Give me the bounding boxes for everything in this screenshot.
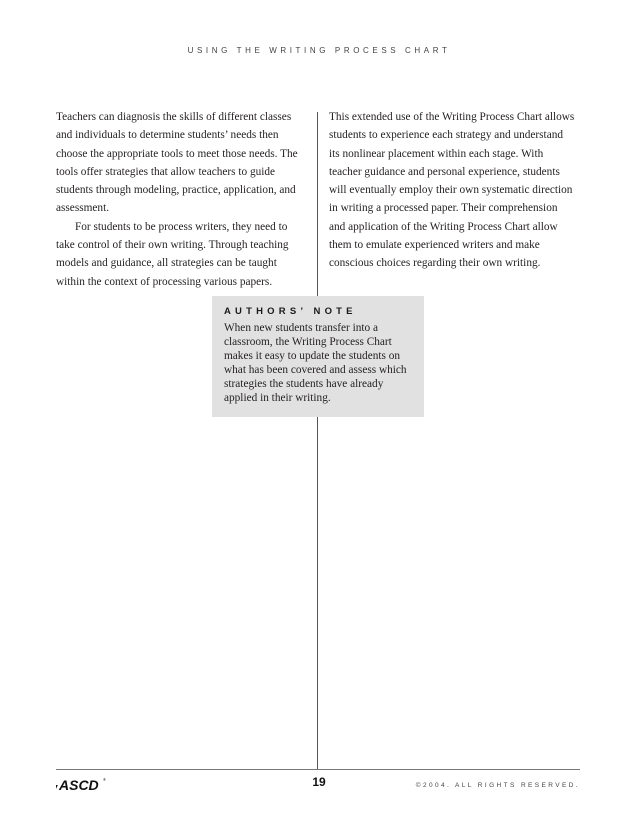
page-number: 19 — [312, 775, 326, 789]
running-head: USING THE WRITING PROCESS CHART — [187, 46, 451, 55]
body-paragraph: This extended use of the Writing Process Chart allows students to experience each strategy and understand its nonlinear placement within each stage. With teacher guidance and personal experience, students will eventually employ their own systematic direction in writing a processed paper. Their comprehension and application of the Writing Process Chart allow them to emulate experienced writers and make conscious choices regarding their own writing. — [329, 111, 575, 270]
registered-mark: ® — [103, 777, 106, 782]
copyright-notice: ©2004. ALL RIGHTS RESERVED. — [415, 782, 580, 789]
body-paragraph: For students to be process writers, they need to take control of their own writing. Through teaching models and guidance, all strategies can be taught within the context of processing various papers. — [56, 220, 289, 288]
right-column — [329, 108, 576, 273]
left-column — [56, 108, 306, 291]
authors-note-box — [212, 296, 424, 417]
ascd-logo-text: ASCD — [59, 777, 99, 792]
footer-rule — [56, 769, 580, 770]
column-divider — [317, 112, 318, 770]
authors-note-title: AUTHORS’ NOTE — [224, 306, 357, 317]
body-paragraph: Teachers can diagnosis the skills of different classes and individuals to determine students’ needs then choose the appropriate tools to meet those needs. The tools offer strategies that allow teachers to guide students through modeling, practice, application, and assessment. — [56, 111, 298, 215]
authors-note-body: When new students transfer into a classroom, the Writing Process Chart makes it easy to update the students on what has been covered and assess which strategies the students have already applied in their writing. — [224, 322, 407, 404]
